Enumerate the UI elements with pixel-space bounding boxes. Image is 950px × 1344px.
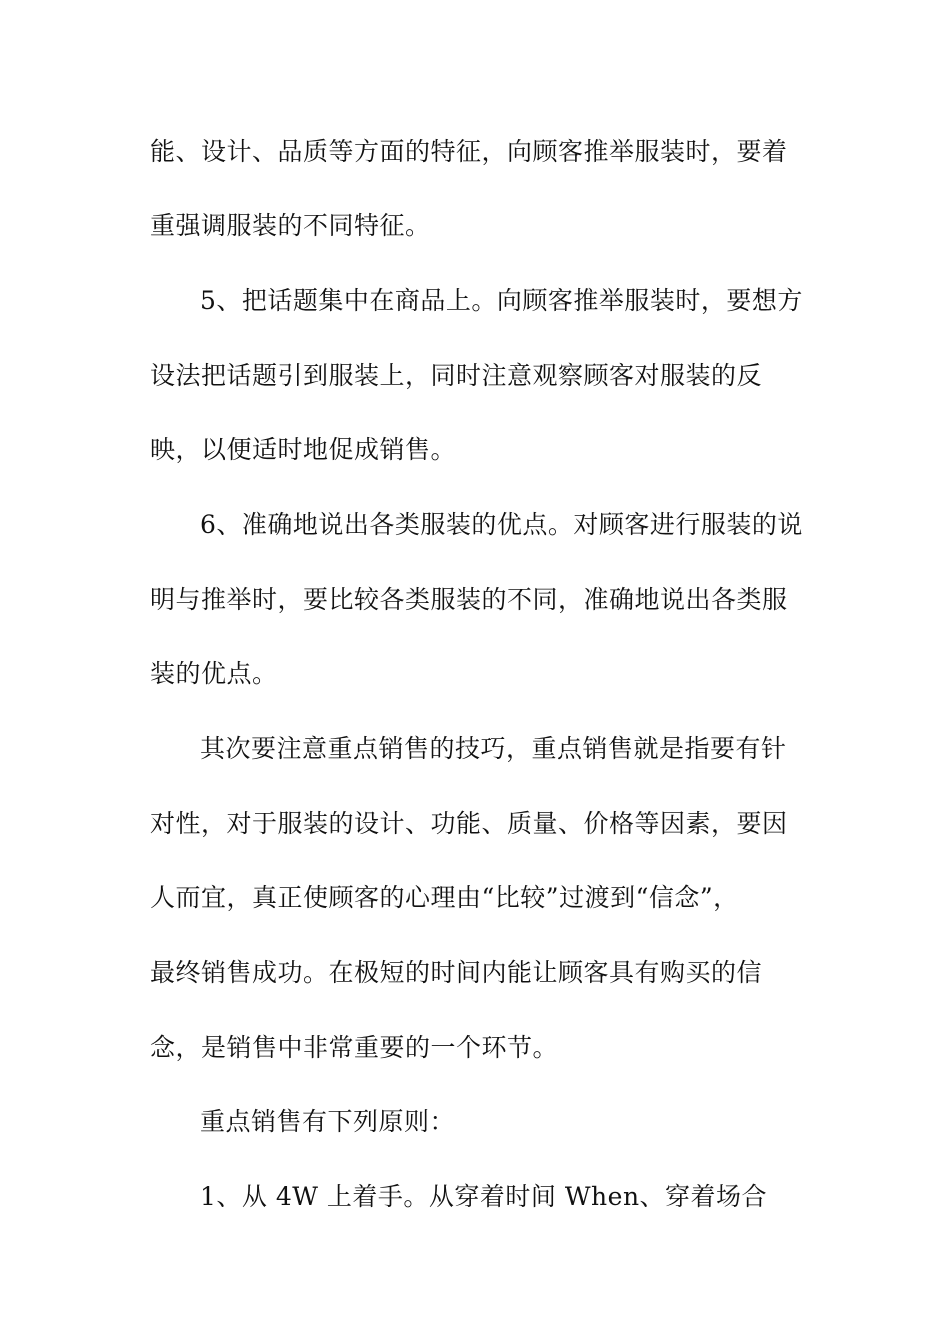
- text-line: 明与推举时，要比较各类服装的不同，准确地说出各类服: [150, 585, 788, 614]
- paragraph-start-line: 6、准确地说出各类服装的优点。对顾客进行服装的说: [200, 510, 803, 539]
- text-line: 念，是销售中非常重要的一个环节。: [150, 1033, 559, 1062]
- text-line: 重强调服装的不同特征。: [150, 211, 431, 240]
- paragraph-start-line: 1、从 4W 上着手。从穿着时间 When、穿着场合: [200, 1182, 768, 1211]
- text-line: 设法把话题引到服装上，同时注意观察顾客对服装的反: [150, 361, 763, 390]
- text-line: 对性，对于服装的设计、功能、质量、价格等因素，要因: [150, 809, 788, 838]
- text-line: 能、设计、品质等方面的特征，向顾客推举服装时，要着: [150, 137, 788, 166]
- text-line: 装的优点。: [150, 659, 278, 688]
- text-line: 映，以便适时地促成销售。: [150, 435, 457, 464]
- text-line: 最终销售成功。在极短的时间内能让顾客具有购买的信: [150, 958, 763, 987]
- text-line: 人而宜，真正使顾客的心理由“比较”过渡到“信念”，: [150, 883, 739, 912]
- paragraph-start-line: 5、把话题集中在商品上。向顾客推举服装时，要想方: [200, 286, 803, 315]
- paragraph-start-line: 重点销售有下列原则：: [200, 1107, 456, 1136]
- paragraph-start-line: 其次要注意重点销售的技巧，重点销售就是指要有针: [200, 734, 787, 763]
